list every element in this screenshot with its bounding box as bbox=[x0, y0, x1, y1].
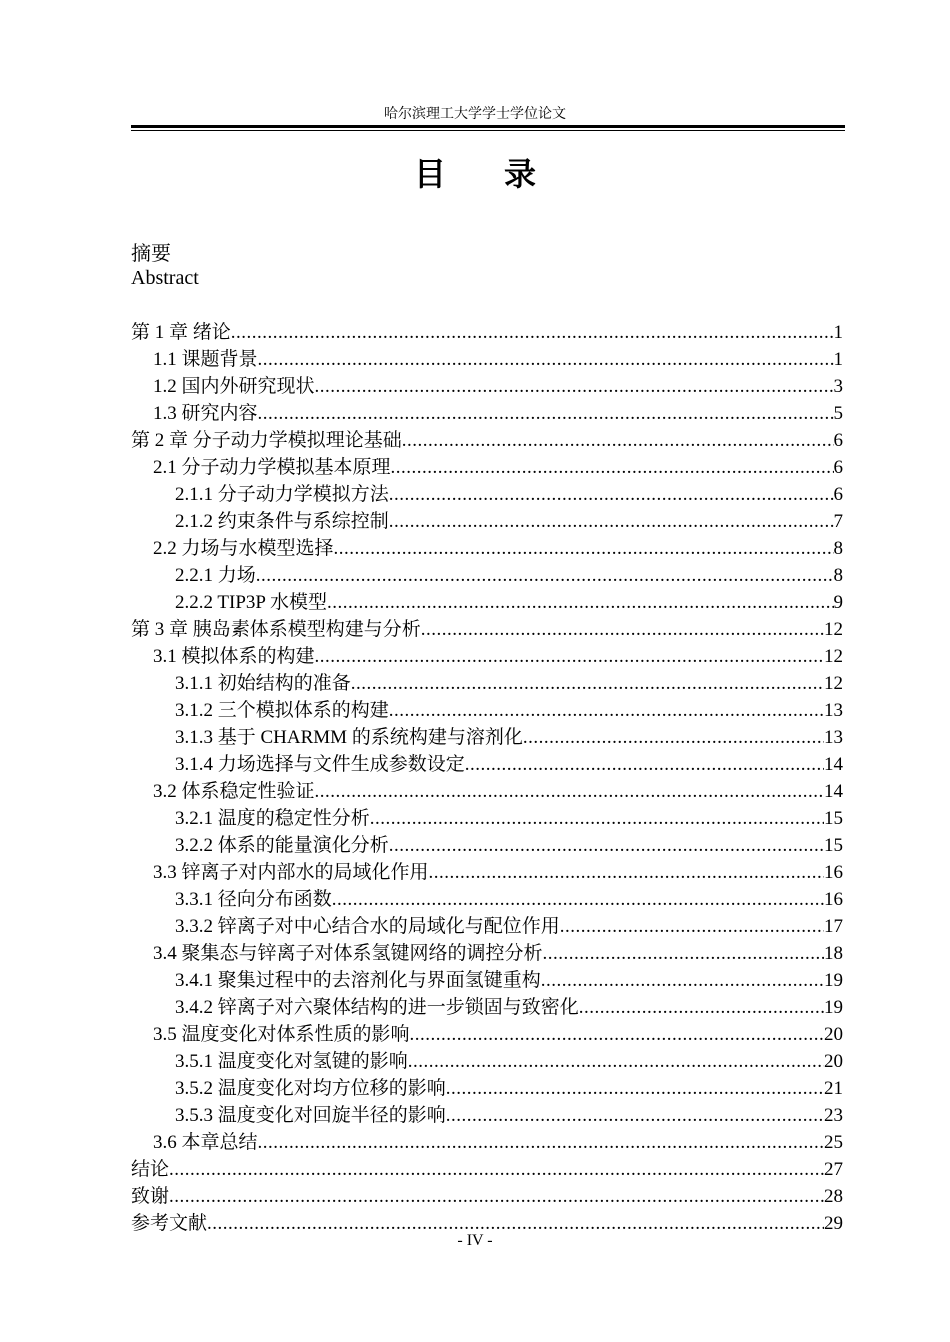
toc-entry-label: 3.4.1 聚集过程中的去溶剂化与界面氢键重构 bbox=[175, 970, 541, 991]
toc-leader-dots bbox=[389, 483, 834, 507]
toc-entry-label: 3.4.2 锌离子对六聚体结构的进一步锁固与致密化 bbox=[175, 997, 579, 1018]
toc-leader-dots bbox=[370, 807, 824, 831]
toc-entry-label: 3.5.3 温度变化对回旋半径的影响 bbox=[175, 1105, 446, 1126]
toc-entry-label: 3.4 聚集态与锌离子对体系氢键网络的调控分析 bbox=[153, 943, 543, 964]
toc-list bbox=[131, 318, 843, 1236]
toc-entry[interactable] bbox=[131, 588, 843, 615]
toc-entry-label: 3.3.2 锌离子对中心结合水的局域化与配位作用 bbox=[175, 916, 560, 937]
toc-leader-dots bbox=[421, 618, 824, 642]
toc-entry-page: 14 bbox=[824, 754, 843, 775]
toc-entry-label: 3.3.1 径向分布函数 bbox=[175, 889, 332, 910]
header-rule-thick bbox=[131, 125, 845, 128]
toc-entry-label: 3.1 模拟体系的构建 bbox=[153, 646, 315, 667]
toc-entry-label: 3.2 体系稳定性验证 bbox=[153, 781, 315, 802]
toc-entry[interactable] bbox=[131, 615, 843, 642]
toc-leader-dots bbox=[315, 645, 824, 669]
toc-entry-page: 20 bbox=[824, 1024, 843, 1045]
toc-entry-page: 17 bbox=[824, 916, 843, 937]
toc-entry[interactable] bbox=[131, 1101, 843, 1128]
toc-entry-page: 12 bbox=[824, 619, 843, 640]
toc-entry[interactable] bbox=[131, 426, 843, 453]
toc-entry[interactable] bbox=[131, 966, 843, 993]
toc-entry-label: 1.1 课题背景 bbox=[153, 349, 258, 370]
toc-entry[interactable] bbox=[131, 858, 843, 885]
toc-entry[interactable] bbox=[131, 804, 843, 831]
toc-leader-dots bbox=[315, 780, 824, 804]
toc-entry-page: 3 bbox=[833, 376, 843, 397]
front-matter-abstract-cn[interactable]: 摘要 bbox=[131, 243, 171, 265]
toc-entry-page: 1 bbox=[833, 349, 843, 370]
toc-entry-label: 3.2.1 温度的稳定性分析 bbox=[175, 808, 370, 829]
toc-leader-dots bbox=[169, 1185, 824, 1209]
toc-entry[interactable] bbox=[131, 912, 843, 939]
page-number: - IV - bbox=[457, 1232, 493, 1249]
toc-entry-page: 8 bbox=[833, 538, 843, 559]
toc-entry-label: 3.2.2 体系的能量演化分析 bbox=[175, 835, 389, 856]
toc-leader-dots bbox=[446, 1104, 824, 1128]
toc-leader-dots bbox=[332, 888, 824, 912]
toc-entry-label: 2.1.2 约束条件与系综控制 bbox=[175, 511, 389, 532]
header-rule-thin bbox=[131, 130, 845, 131]
toc-entry[interactable] bbox=[131, 696, 843, 723]
toc-entry-label: 第 1 章 绪论 bbox=[131, 322, 231, 343]
toc-entry-page: 6 bbox=[833, 430, 843, 451]
toc-leader-dots bbox=[541, 969, 824, 993]
toc-entry-page: 15 bbox=[824, 835, 843, 856]
toc-entry[interactable] bbox=[131, 318, 843, 345]
front-matter-abstract-en[interactable]: Abstract bbox=[131, 267, 199, 289]
toc-entry[interactable] bbox=[131, 1128, 843, 1155]
toc-entry[interactable] bbox=[131, 1020, 843, 1047]
toc-leader-dots bbox=[389, 699, 824, 723]
toc-entry-label: 1.2 国内外研究现状 bbox=[153, 376, 315, 397]
toc-entry-label: 3.1.2 三个模拟体系的构建 bbox=[175, 700, 389, 721]
toc-entry-label: 3.6 本章总结 bbox=[153, 1132, 258, 1153]
toc-entry-label: 3.5 温度变化对体系性质的影响 bbox=[153, 1024, 410, 1045]
toc-entry-page: 14 bbox=[824, 781, 843, 802]
toc-entry-page: 16 bbox=[824, 862, 843, 883]
toc-entry-page: 12 bbox=[824, 673, 843, 694]
toc-entry[interactable] bbox=[131, 372, 843, 399]
toc-entry-page: 5 bbox=[833, 403, 843, 424]
toc-entry-page: 6 bbox=[833, 484, 843, 505]
toc-entry-page: 6 bbox=[833, 457, 843, 478]
toc-leader-dots bbox=[560, 915, 824, 939]
toc-leader-dots bbox=[579, 996, 824, 1020]
toc-entry-page: 20 bbox=[824, 1051, 843, 1072]
toc-entry-label: 1.3 研究内容 bbox=[153, 403, 258, 424]
toc-leader-dots bbox=[231, 321, 834, 345]
toc-entry-page: 19 bbox=[824, 970, 843, 991]
toc-entry-label: 参考文献 bbox=[131, 1213, 208, 1234]
toc-entry-label: 2.1 分子动力学模拟基本原理 bbox=[153, 457, 391, 478]
toc-entry[interactable] bbox=[131, 723, 843, 750]
toc-entry[interactable] bbox=[131, 669, 843, 696]
toc-entry-page: 28 bbox=[824, 1186, 843, 1207]
toc-entry[interactable] bbox=[131, 345, 843, 372]
running-header: 哈尔滨理工大学学士学位论文 bbox=[384, 107, 566, 122]
toc-entry-page: 19 bbox=[824, 997, 843, 1018]
toc-entry-label: 3.3 锌离子对内部水的局域化作用 bbox=[153, 862, 429, 883]
toc-entry[interactable] bbox=[131, 1074, 843, 1101]
toc-entry-page: 25 bbox=[824, 1132, 843, 1153]
toc-entry-page: 15 bbox=[824, 808, 843, 829]
toc-entry[interactable] bbox=[131, 885, 843, 912]
toc-entry[interactable] bbox=[131, 1155, 843, 1182]
toc-title: 目录 bbox=[413, 155, 594, 193]
toc-leader-dots bbox=[258, 1131, 824, 1155]
toc-entry-label: 3.1.3 基于 CHARMM 的系统构建与溶剂化 bbox=[175, 727, 523, 748]
toc-leader-dots bbox=[429, 861, 824, 885]
toc-leader-dots bbox=[315, 375, 834, 399]
toc-entry-label: 结论 bbox=[131, 1159, 170, 1180]
toc-entry-label: 3.5.1 温度变化对氢键的影响 bbox=[175, 1051, 408, 1072]
toc-entry-label: 3.5.2 温度变化对均方位移的影响 bbox=[175, 1078, 446, 1099]
toc-entry[interactable] bbox=[131, 534, 843, 561]
toc-leader-dots bbox=[389, 834, 824, 858]
toc-entry-page: 16 bbox=[824, 889, 843, 910]
toc-leader-dots bbox=[543, 942, 824, 966]
toc-leader-dots bbox=[258, 402, 834, 426]
toc-entry[interactable] bbox=[131, 453, 843, 480]
toc-entry-page: 21 bbox=[824, 1078, 843, 1099]
toc-entry[interactable] bbox=[131, 561, 843, 588]
toc-entry[interactable] bbox=[131, 777, 843, 804]
toc-entry-page: 13 bbox=[824, 727, 843, 748]
toc-leader-dots bbox=[169, 1158, 824, 1182]
toc-leader-dots bbox=[256, 564, 834, 588]
toc-entry-label: 2.2.1 力场 bbox=[175, 565, 256, 586]
toc-entry[interactable] bbox=[131, 399, 843, 426]
toc-leader-dots bbox=[408, 1050, 824, 1074]
toc-entry-label: 第 2 章 分子动力学模拟理论基础 bbox=[131, 430, 402, 451]
toc-entry-label: 致谢 bbox=[131, 1186, 170, 1207]
toc-entry-label: 3.1.4 力场选择与文件生成参数设定 bbox=[175, 754, 465, 775]
toc-entry[interactable] bbox=[131, 1182, 843, 1209]
toc-leader-dots bbox=[327, 591, 833, 615]
toc-leader-dots bbox=[334, 537, 834, 561]
toc-entry-label: 2.2 力场与水模型选择 bbox=[153, 538, 334, 559]
toc-entry-page: 12 bbox=[824, 646, 843, 667]
toc-entry-page: 8 bbox=[833, 565, 843, 586]
toc-entry[interactable] bbox=[131, 939, 843, 966]
toc-entry-page: 1 bbox=[833, 322, 843, 343]
toc-entry-label: 2.1.1 分子动力学模拟方法 bbox=[175, 484, 389, 505]
toc-entry-page: 7 bbox=[833, 511, 843, 532]
toc-entry-page: 23 bbox=[824, 1105, 843, 1126]
toc-entry[interactable] bbox=[131, 642, 843, 669]
toc-entry-page: 18 bbox=[824, 943, 843, 964]
toc-leader-dots bbox=[446, 1077, 824, 1101]
toc-entry[interactable] bbox=[131, 750, 843, 777]
toc-entry-page: 13 bbox=[824, 700, 843, 721]
toc-entry-label: 2.2.2 TIP3P 水模型 bbox=[175, 592, 328, 613]
toc-entry-page: 9 bbox=[833, 592, 843, 613]
toc-leader-dots bbox=[465, 753, 824, 777]
toc-entry-label: 第 3 章 胰岛素体系模型构建与分析 bbox=[131, 619, 421, 640]
toc-leader-dots bbox=[389, 510, 834, 534]
toc-entry-label: 3.1.1 初始结构的准备 bbox=[175, 673, 351, 694]
toc-leader-dots bbox=[523, 726, 824, 750]
toc-leader-dots bbox=[410, 1023, 824, 1047]
toc-leader-dots bbox=[258, 348, 834, 372]
toc-leader-dots bbox=[402, 429, 834, 453]
toc-entry[interactable] bbox=[131, 1047, 843, 1074]
toc-leader-dots bbox=[351, 672, 824, 696]
toc-entry[interactable] bbox=[131, 480, 843, 507]
toc-entry-page: 29 bbox=[824, 1213, 843, 1234]
toc-entry[interactable] bbox=[131, 507, 843, 534]
toc-entry[interactable] bbox=[131, 831, 843, 858]
toc-leader-dots bbox=[391, 456, 834, 480]
toc-entry-page: 27 bbox=[824, 1159, 843, 1180]
toc-entry[interactable] bbox=[131, 993, 843, 1020]
